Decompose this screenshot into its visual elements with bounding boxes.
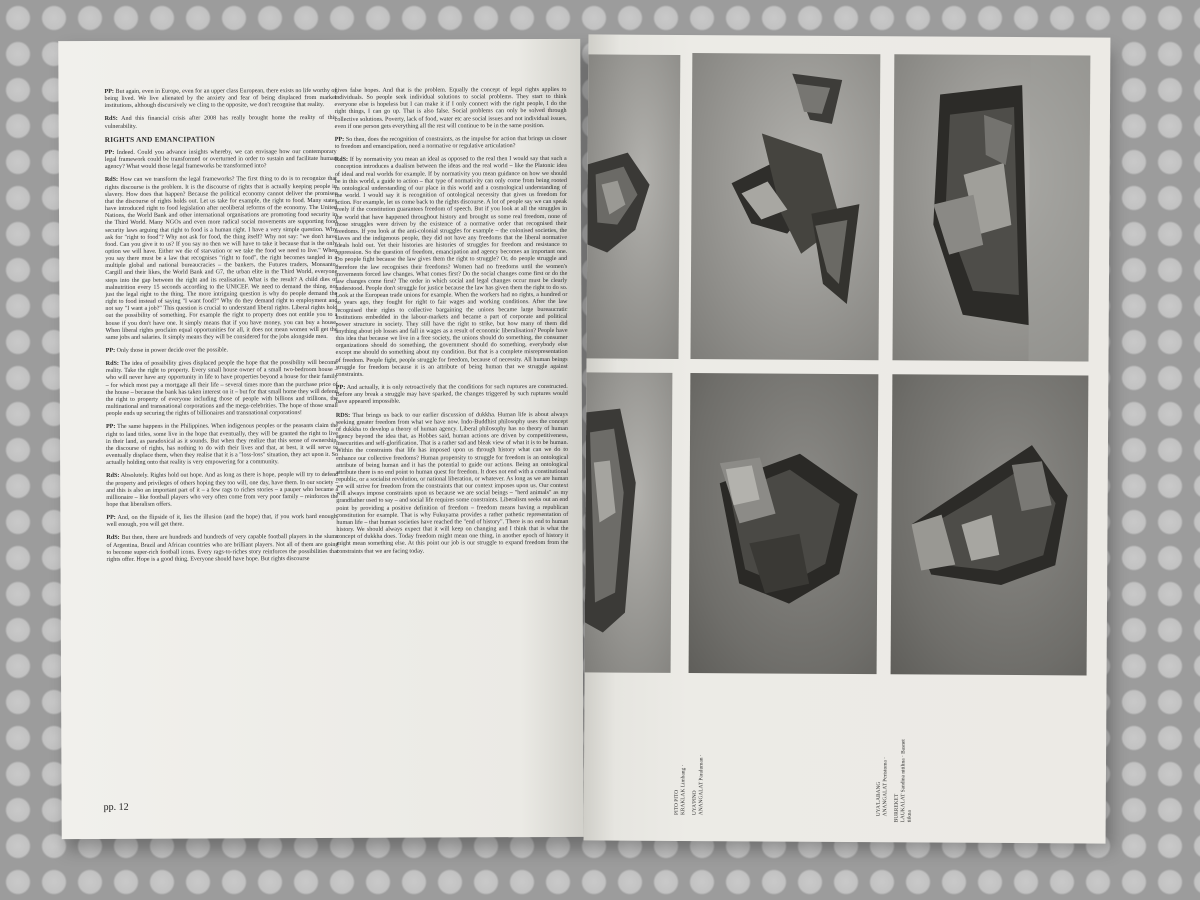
speaker-label: PP: xyxy=(105,347,116,354)
speaker-label: PP: xyxy=(104,88,114,95)
text-column-right xyxy=(334,87,568,562)
speaker-label: PP: xyxy=(334,136,345,143)
interview-paragraph xyxy=(336,411,569,555)
right-page xyxy=(584,34,1111,843)
speaker-label: PP: xyxy=(106,515,116,522)
interview-paragraph xyxy=(105,115,337,130)
paragraph-text: But again, even in Europe, even for an upper class European, there exists no life worthy of being lived. We live alienated by the anxiety and fear of being displaced from market institutions, although discursively we cling to the opposite, we don't recognise that reality. xyxy=(104,87,337,110)
section-heading: RIGHTS AND EMANCIPATION xyxy=(104,135,216,144)
paragraph-text: And actually, it is only retroactively that the conditions for such ruptures are constructed. Before any break a struggle may have sparked, the changes triggered by such ruptures would have appeared impossible. xyxy=(335,384,568,406)
paragraph-text: And, on the flipside of it, lies the illusion (and the hope) that, if you work hard enough, well enough, you will get there. xyxy=(106,514,339,529)
interview-paragraph xyxy=(336,384,568,406)
caption-3-title: UYA'LABANG xyxy=(875,781,882,817)
caption-2 xyxy=(692,735,705,815)
interview-paragraph xyxy=(106,360,338,418)
interview-paragraph xyxy=(105,176,338,342)
paragraph-text: The idea of possibility gives displaced people the hope that the possibility will become reality. Take the right to property. Every small house owner of a small two-bedroom house – who will never have any opportunity in life to have properties beyond a house for their family – for which most pay a mortgage all their life – several times more than the purchase price of the house – because the bank has taken interest on it – but for that small home they will defend the right to property of everyone including those of people with billions and trillions, the multinational and transnational corporations and the mega-celebrities. The hope of those small people ends up securing the rights of billionaires and transnational corporations! xyxy=(105,360,338,418)
photo-sculpture-1 xyxy=(586,54,680,359)
caption-3-sub: ANANGALAT Peristoma · xyxy=(882,757,889,817)
caption-1 xyxy=(674,735,687,815)
photo-sculpture-2 xyxy=(690,53,880,360)
speaker-label: RDS: xyxy=(335,412,351,419)
interview-paragraph xyxy=(105,149,337,171)
speaker-label: RdS: xyxy=(105,361,119,368)
speaker-label: RdS: xyxy=(104,177,119,184)
interview-paragraph xyxy=(106,347,338,355)
interview-paragraph xyxy=(106,423,338,467)
paragraph-text: That brings us back to our earlier discussion of dukkha. Human life is about always seeking greater freedom from what we have now. Indo-Buddhist philosophy uses the concept of dukkha to develop a theory of human agency. Liberal philosophy has no theory of human agency beyond the idea that, as Hobbes said, human actions are driven by competitiveness, insecurities and self-glorification. That is a rather sad and bleak view of what it is to be human. Within the constraints that life has imposed upon us through history what can we do to enhance our collective freedoms? Human propensity to struggle for freedom is an ontological attribute of being human and it has the potential to guide our actions. Being an ontological attribute there is no end point to human quest for freedom. It does not end with a constitutional republic, or a socialist revolution, or national liberation, or whatever. As long as we are human we will strive for freedom from the constraints that our context imposes upon us. Our context will always impose constraints upon us because we are social beings – "herd animals" as my grandfather used to say – and social life requires some constraints. Liberalism seeks out an end point by providing a positive definition of freedom – freedom means having a republican constitution for example. That is why Fukuyama provides a rather pathetic representation of human life – that human societies have reached the "end of history". There is no end to human history. We should always expect that it will keep on changing and I think that is what the concept of dukkha does. Today freedom might mean one thing, in another epoch of history it might mean something else. At this point our job is our struggle to expand freedom from the constraints that we are facing today. xyxy=(335,411,569,555)
interview-paragraph xyxy=(106,534,338,564)
text-column-left xyxy=(104,88,338,570)
speaker-label: RdS: xyxy=(104,116,118,123)
left-page xyxy=(58,39,583,839)
paragraph-text: Absolutely. Rights hold out hope. And as long as there is hope, people will try to defend the property and privileges of others hoping they too will, one day, have them. In our society – and this is also an important part of it – a few rags to riches stories – a pauper who became a millionaire – like football players who very often come from very poor family – reinforces the hope that liberalism offers. xyxy=(106,472,339,508)
interview-paragraph xyxy=(106,472,338,509)
speaker-label: PP: xyxy=(335,384,346,392)
caption-4 xyxy=(894,736,914,822)
paragraph-text: Only those in power decide over the possible. xyxy=(116,347,229,354)
caption-4-sub: LAUKALAT Sandina nitilina · Basnet tiikna xyxy=(900,739,913,823)
paragraph-text: If by normativity you mean an ideal as opposed to the real then I would say that such a conception introduces a dualism between the ideas and the real world – like the Platonic idea of ideal and real worlds for example. If by normativity you mean guidance on how we should be in this world, a guide to action – that type of normativity can only come from being rooted in ontological understanding of our place in this world and a cosmological understanding of the world. I would say it is recognition of ontological necessity that gives us freedom for action. For example, let us come back to the rights discourse. A lot of people say we can speak freely if the constitution guarantees freedom of speech. But if you look at all the struggles in the world that have happened throughout history and brought us some real freedom, none of those struggles were driven by the existence of a normative order that recognised their freedoms. If you look at the anti-colonial struggles for example – the colonised societies, the slaves and the indigenous people, they did not have any freedoms that the liberal normative ideals hold out. Yet their histories are histories of struggles for freedom and resistance to oppression. So the question of freedom, emancipation and agency becomes an important one. Do people fight because the law gives them the right to struggle? Or, do people struggle and therefore the law recognises their freedoms? Women had no freedoms until the women's movements forced law changes. What comes first? Do the social changes come first or do the law changes come first? The order in which social and legal changes occur must be clearly understood. People don't struggle for justice because the law has given them the right to do so. Look at the European trade unions for example. When the workers had no rights, a hundred or so years ago, they fought for right to fair wages and working conditions. After the law recognised their rights to collective bargaining the unions became large bureaucratic institutions embedded in the labour-markets and became a part of corporate and political power structure in society. They still have the right to strike, but how many of them did anything about job losses and fall in wages as a result of economic liberalisation? People have this idea that because we live in a free society, the unions should do something, the consumer organizations should do something, the government should do something, everybody else except me should do something about my condition. But that is a complete misrepresentation of freedom. People fight, people struggle for freedom, because of necessity. All human beings struggle for freedom because it is an attribute of being human that we struggle against constraints. xyxy=(334,156,568,378)
caption-2-sub: ANANGALAT Paraluman · xyxy=(698,754,705,816)
paragraph-text: And this financial crisis after 2008 has really brought home the reality of this vulnerability. xyxy=(104,115,337,130)
photo-sculpture-6 xyxy=(891,374,1089,675)
speaker-label: PP: xyxy=(104,149,115,156)
interview-paragraph xyxy=(335,136,567,151)
caption-1-title: PITO PITO xyxy=(673,789,680,815)
page-number: pp. 12 xyxy=(103,801,129,813)
caption-3 xyxy=(876,736,889,816)
interview-paragraph xyxy=(335,156,568,379)
paragraph-text: How can we transform the legal frameworks? The first thing to do is to recognize that rights discourse is the problem. It is the discourse of rights that is actually keeping people in slavery. How does that happen? Because the political economy cannot deliver the promises that the discourse of rights holds out. Let us take for example, the right to food. Many states have introduced right to food legislation after neoliberal reforms of the economy. The United Nations, the World Bank and other international organisations are promoting food security in the Third World. Many NGOs and even more radical social movements are supporting food security laws arguing that right to food is a human right. I have a very simple question. Why ask for "right to food"? Why not ask for food, the thing itself? Why not say: "we don't have food. Can you give it to us? If you say no then we will have to take it because that is the only option we will have. Either we die of starvation or we take the food we need to live." When you say there must be a law that recognises "right to food", the right becomes tangled in a multiple global and national bureaucracies – the bankers, the Futures traders, Monsanto, Cargill and their likes, the World Bank and G7, the urban elite in the Third World, everyone steps into the gap between the right and its realisation. What is the result? A child dies of malnutrition every 15 seconds according to the UNICEF. We need to demand the thing, not just the legal right to the thing. The more intriguing question is why do people demand the right to food instead of saying "I want food?" Why do they demand right to employment and not say "I want a job?" This question is crucial to understand liberal rights. Liberal rights hold out the possibility of something. For example the right to property does not entitle you to a house if you don't have one. It simply means that if you have money, you can buy a house. When liberal rights proclaim equal opportunities for all, it does not mean women will get the same jobs and salaries. It simply means they will be considered for the jobs alongside men. xyxy=(104,176,338,341)
speaker-label: RdS: xyxy=(106,473,120,480)
paragraph-text: The same happens in the Philippines. When indigenous peoples or the peasants claim the right to land titles, some live in the hope that eventually, they will be granted the right to live in their land, as paradoxical as it sounds. But when they realize that this sense of ownership, the discourse of rights, has nothing to do with their lives and that, at best, it will serve to eventually displace them, when they realise that it is a "loss-loss" situation, they act upon it. So actually holding onto that reality is very empowering for a community. xyxy=(105,423,339,467)
paragraph-text: gives false hopes. And that is the problem. Equally the concept of legal rights applies to individuals. So people seek individual solutions to social problems. They start to think everyone else is hopeless but I can make it if I only connect with the right people, I do the right things, I can go up. That is also false. Social problems can only be solved through collective solutions. Poverty, lack of food, water etc are social issues and not individual issues, even if one person gets everything all the rest will continue to be in the same position. xyxy=(334,86,567,130)
paragraph-text: Indeed. Could you advance insights whereby, we can envisage how our contemporary legal framework could be transformed or overturned in order to sustain and facilitate human agency? What would those legal frameworks be transformed into? xyxy=(104,148,337,171)
interview-paragraph xyxy=(106,514,338,529)
speaker-label: RdS: xyxy=(106,535,120,542)
interview-paragraph xyxy=(104,88,336,110)
interview-paragraph xyxy=(334,87,566,131)
caption-4-title: BURREKET xyxy=(893,793,900,823)
paragraph-text: But then, there are hundreds and hundreds of very capable football players in the slums of Argentina, Brazil and African countries who are brilliant players. Not all of them are going to become super-rich football icons. Every rags-to-riches story reinforces the possibilities that rights offer. Hope is a good thing. Everyone should have hope. But rights discourse xyxy=(106,534,339,563)
caption-2-title: UYA'PINO xyxy=(691,790,698,816)
photo-sculpture-5 xyxy=(689,373,879,674)
speaker-label: RdS: xyxy=(334,157,349,164)
photo-sculpture-4 xyxy=(585,372,673,673)
speaker-label: PP: xyxy=(105,424,116,431)
paragraph-text: So then, does the recognition of constraints, as the impulse for action that brings us closer to freedom and emancipation, need a normative or regulative articulation? xyxy=(334,135,567,151)
caption-1-sub: KRAKLAK Limbang · xyxy=(680,764,687,816)
photo-sculpture-3 xyxy=(892,54,1090,361)
